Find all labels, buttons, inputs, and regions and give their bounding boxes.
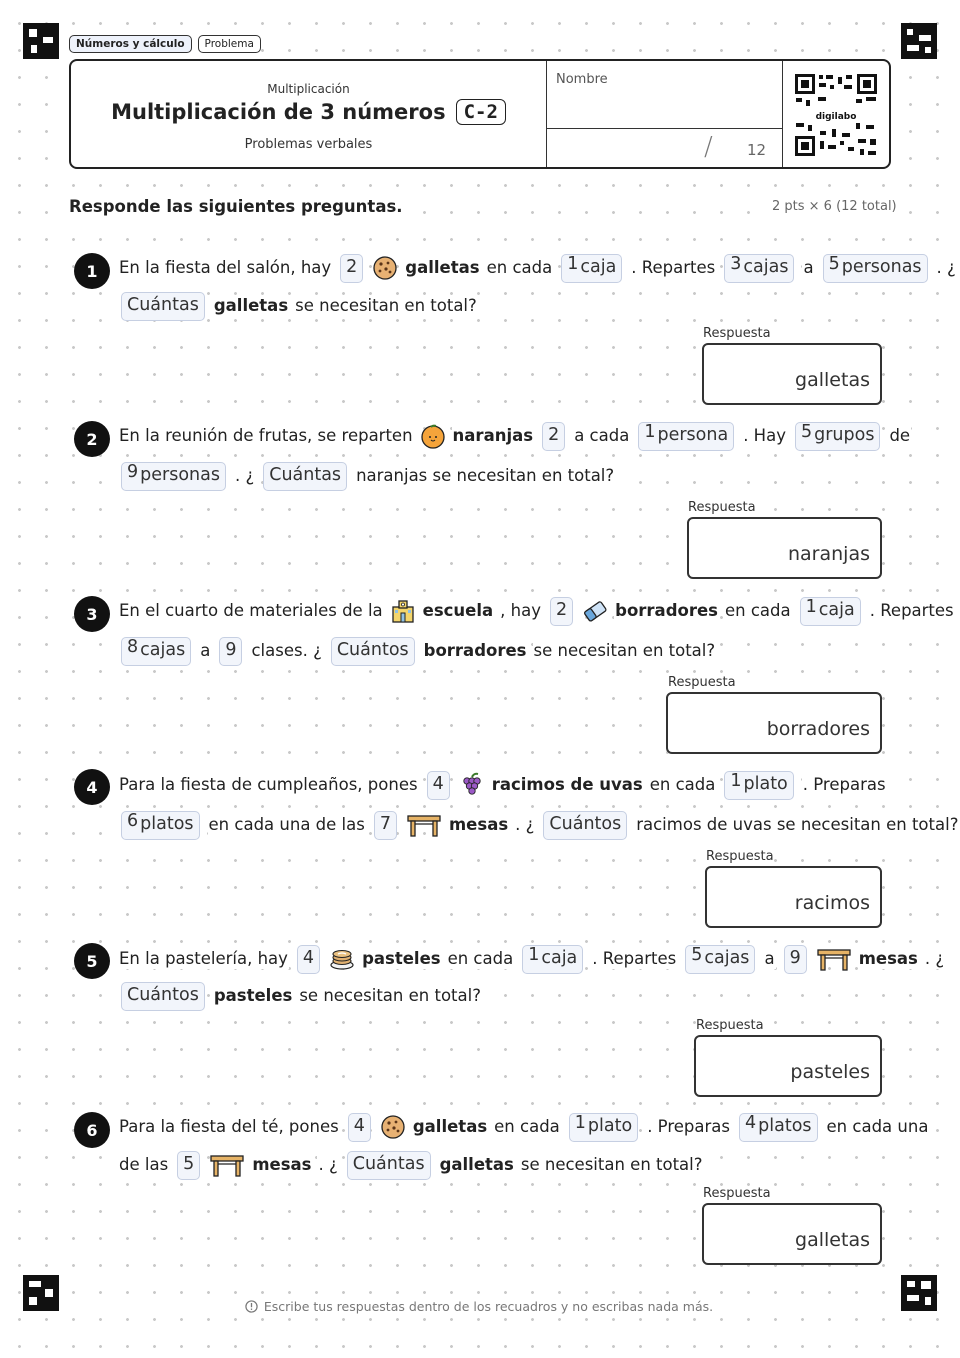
table-icon (816, 946, 852, 972)
question-text: en cada (486, 258, 553, 277)
question-text: En la reunión de frutas, se reparten (119, 426, 413, 445)
keyword-text: mesas (448, 815, 509, 834)
question-line (118, 292, 478, 321)
value-box (543, 811, 627, 840)
question-text: racimos de uvas se necesitan en total? (636, 815, 959, 834)
question-line (118, 982, 482, 1011)
box-number: 1 (730, 771, 742, 791)
question-text: . Preparas (647, 1117, 730, 1136)
question-line (118, 811, 959, 840)
box-text: 7 (379, 814, 391, 834)
keyword-text: galletas (439, 1155, 514, 1174)
keyword-text: galletas (405, 258, 480, 277)
school-icon (390, 598, 416, 624)
question-text: En la fiesta del salón, hay (119, 258, 332, 277)
answer-label: Respuesta (696, 1018, 764, 1033)
box-text: cajas (704, 948, 750, 968)
question-line (118, 1151, 704, 1180)
instructions: Responde las siguientes preguntas. (69, 197, 407, 216)
footer-note (0, 1299, 960, 1314)
info-icon (245, 1300, 258, 1313)
answer-label: Respuesta (703, 326, 771, 341)
answer-label: Respuesta (706, 849, 774, 864)
box-number: 1 (567, 254, 579, 274)
box-text: personas (140, 465, 220, 485)
qr-code-area (782, 61, 891, 167)
value-box (542, 422, 565, 451)
box-text: personas (841, 257, 922, 277)
question-line (118, 637, 716, 666)
box-text: plato (743, 774, 788, 794)
answer-label: Respuesta (688, 500, 756, 515)
value-box (638, 422, 734, 451)
box-text: 4 (432, 774, 444, 794)
question-text: . Preparas (802, 775, 886, 794)
box-number: 9 (127, 462, 139, 482)
tag-type: Problema (198, 35, 261, 53)
box-number: 1 (805, 597, 817, 617)
value-box (121, 637, 191, 666)
box-number: 1 (574, 1113, 586, 1133)
keyword-text: borradores (423, 641, 527, 660)
pancake-icon (329, 946, 355, 972)
question-text: en cada (649, 775, 716, 794)
question-text: . ¿ (936, 258, 956, 277)
value-box (561, 254, 622, 283)
box-text: platos (758, 1116, 812, 1136)
box-number: 6 (127, 811, 139, 831)
page-title: Multiplicación de 3 números (111, 100, 446, 124)
box-text: Cuántos (549, 814, 622, 834)
box-text: persona (657, 425, 729, 445)
box-text: platos (140, 814, 194, 834)
eraser-icon (582, 598, 608, 624)
question-text: clases. ¿ (251, 641, 322, 660)
value-box (685, 945, 755, 974)
box-text: 9 (225, 640, 237, 660)
box-text: caja (580, 257, 617, 277)
value-box (724, 771, 793, 800)
question-text: en cada una (826, 1117, 929, 1136)
answer-box[interactable]: galletas (702, 1203, 882, 1265)
value-box (522, 945, 583, 974)
name-label: Nombre (556, 72, 608, 87)
question-number: 6 (74, 1112, 110, 1148)
question-number: 2 (74, 421, 110, 457)
keyword-text: pasteles (362, 949, 441, 968)
score-total: 12 (747, 141, 767, 159)
value-box (340, 254, 363, 283)
value-box (550, 597, 573, 626)
header-title-row (71, 99, 546, 125)
question-text: Para la fiesta de cumpleaños, pones (119, 775, 418, 794)
answer-box[interactable]: pasteles (694, 1035, 882, 1097)
header-subtitle: Problemas verbales (244, 137, 373, 152)
question-line (118, 771, 887, 800)
question-text: se necesitan en total? (533, 641, 716, 660)
value-box (263, 462, 347, 491)
value-box (348, 1113, 371, 1142)
question-text: se necesitan en total? (299, 986, 481, 1005)
question-text: En la pastelería, hay (119, 949, 288, 968)
question-number: 3 (74, 596, 110, 632)
question-text: de las (119, 1155, 169, 1174)
keyword-text: galletas (412, 1117, 488, 1136)
question-text: en cada (725, 601, 791, 620)
cookie-icon (372, 255, 398, 281)
corner-marker-top-right (901, 23, 937, 59)
worksheet-code: C-2 (456, 99, 506, 125)
box-number: 5 (828, 254, 840, 274)
tag-list (69, 35, 261, 53)
box-text: Cuántas (269, 465, 342, 485)
value-box (347, 1151, 431, 1180)
value-box (739, 1113, 818, 1142)
box-text: 9 (789, 948, 801, 968)
points-info: 2 pts × 6 (12 total) (772, 199, 897, 214)
value-box (297, 945, 320, 974)
question-text: Para la fiesta del té, pones (119, 1117, 339, 1136)
question-text: . ¿ (515, 815, 535, 834)
box-text: 4 (353, 1116, 365, 1136)
value-box (121, 982, 205, 1011)
question-text: en cada una de las (208, 815, 365, 834)
question-text: . Repartes (631, 258, 716, 277)
answer-label: Respuesta (703, 1186, 771, 1201)
keyword-text: mesas (858, 949, 918, 968)
box-text: 2 (556, 600, 568, 620)
worksheet-header (69, 59, 891, 169)
value-box (121, 292, 205, 321)
question-text: a cada (574, 426, 630, 445)
box-number: 1 (644, 422, 656, 442)
question-text: a (200, 641, 211, 660)
box-text: grupos (814, 425, 875, 445)
question-text: , hay (500, 601, 541, 620)
orange-icon (420, 423, 446, 449)
value-box (374, 811, 397, 840)
score-field[interactable] (546, 129, 782, 169)
question-line (118, 945, 945, 974)
question-text: de (889, 426, 911, 445)
box-number: 3 (730, 254, 742, 274)
corner-marker-top-left (23, 23, 59, 59)
question-text: se necesitan en total? (295, 296, 477, 315)
box-text: cajas (743, 257, 789, 277)
box-number: 1 (528, 945, 540, 965)
keyword-text: mesas (252, 1155, 312, 1174)
footer-text: Escribe tus respuestas dentro de los recuadros y no escribas nada más. (263, 1299, 714, 1314)
question-text: En el cuarto de materiales de la (119, 601, 383, 620)
box-number: 4 (745, 1113, 757, 1133)
box-text: Cuántas (352, 1154, 425, 1174)
question-line (118, 254, 957, 283)
header-title-area (71, 61, 546, 167)
keyword-text: pasteles (213, 986, 293, 1005)
grapes-icon (459, 772, 485, 798)
keyword-text: naranjas (452, 426, 534, 445)
cookie-icon (380, 1114, 406, 1140)
box-text: 2 (548, 425, 560, 445)
answer-box[interactable]: racimos (705, 866, 882, 928)
box-text: Cuántos (127, 985, 199, 1005)
qr-brand: digilabo (815, 112, 857, 122)
question-text: . Repartes (869, 601, 954, 620)
value-box (219, 637, 242, 666)
question-text: . Hay (743, 426, 786, 445)
question-text: en cada (447, 949, 514, 968)
name-field[interactable] (546, 61, 782, 129)
score-slash-icon: / (704, 132, 713, 162)
box-text: 4 (302, 948, 315, 968)
box-text: plato (587, 1116, 633, 1136)
question-text: a (764, 949, 775, 968)
question-line (118, 462, 615, 491)
value-box (724, 254, 794, 283)
keyword-text: racimos de uvas (491, 775, 643, 794)
answer-box[interactable]: galletas (702, 343, 882, 405)
tag-category: Números y cálculo (69, 35, 192, 53)
box-text: Cuántas (127, 295, 199, 315)
value-box (121, 462, 226, 491)
box-number: 5 (800, 422, 813, 442)
question-text: se necesitan en total? (520, 1155, 703, 1174)
question-line (118, 1113, 929, 1142)
question-text: en cada (494, 1117, 560, 1136)
question-line (118, 597, 955, 626)
question-text: naranjas se necesitan en total? (356, 466, 615, 485)
header-category: Multiplicación (267, 82, 350, 96)
table-icon (406, 812, 442, 838)
box-text: 2 (346, 257, 358, 277)
box-text: 5 (183, 1154, 195, 1174)
question-text: . Repartes (592, 949, 677, 968)
answer-box[interactable]: borradores (666, 692, 882, 754)
question-number: 5 (74, 943, 110, 979)
value-box (569, 1113, 638, 1142)
box-text: Cuántos (336, 640, 409, 660)
value-box (331, 637, 415, 666)
value-box (121, 811, 200, 840)
question-text: a (803, 258, 814, 277)
value-box (427, 771, 450, 800)
box-text: cajas (140, 640, 186, 660)
qr-code-icon (794, 73, 878, 157)
question-text: . ¿ (924, 949, 945, 968)
value-box (784, 945, 807, 974)
keyword-text: escuela (422, 601, 494, 620)
value-box (800, 597, 861, 626)
answer-box[interactable]: naranjas (687, 517, 882, 579)
keyword-text: borradores (615, 601, 718, 620)
question-number: 4 (74, 769, 110, 805)
value-box (795, 422, 880, 451)
box-number: 5 (691, 945, 703, 965)
value-box (823, 254, 928, 283)
question-line (118, 422, 911, 451)
question-text: . ¿ (318, 1155, 338, 1174)
answer-label: Respuesta (668, 675, 736, 690)
value-box (177, 1151, 200, 1180)
box-number: 8 (127, 637, 139, 657)
question-text: . ¿ (234, 466, 255, 485)
table-icon (209, 1152, 245, 1178)
question-number: 1 (74, 253, 110, 289)
box-text: caja (818, 600, 855, 620)
keyword-text: galletas (213, 296, 289, 315)
box-text: caja (541, 948, 578, 968)
